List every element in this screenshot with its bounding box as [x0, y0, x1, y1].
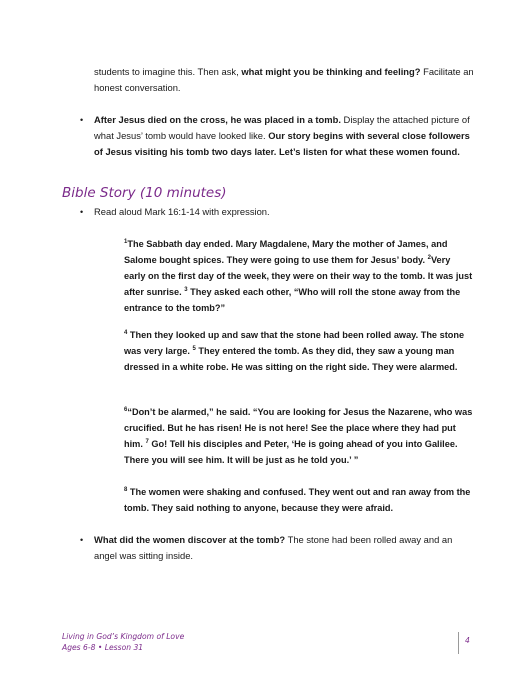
verse-text: The Sabbath day ended. Mary Magdalene, Mary the mother of James, and Salome bought spices. They were going to use them for Jesus’ body. — [124, 239, 448, 265]
verse-number: 2 — [427, 254, 431, 261]
intro-question: what might you be thinking and feeling? — [241, 66, 421, 77]
footer-lesson: Ages 6-8 • Lesson 31 — [62, 643, 144, 652]
bullet-discover-answer: The stone had been rolled away and an angel was sitting inside. — [94, 534, 453, 561]
section-heading: Bible Story (10 minutes) — [62, 185, 227, 201]
verse-number: 6 — [124, 406, 128, 413]
verse-number: 8 — [124, 486, 128, 493]
bullet-tomb-lead: After Jesus died on the cross, he was placed in a tomb. — [94, 114, 341, 125]
bullet-discover-marker: • — [80, 535, 84, 545]
verse-text: They entered the tomb. As they did, they saw a young man dressed in a white robe. He was sitting on the right side. They were alarmed. — [124, 346, 458, 372]
footer-title: Living in God’s Kingdom of Love — [62, 632, 185, 641]
scripture-paragraph-4 — [124, 484, 474, 516]
scripture-paragraph-2 — [124, 327, 474, 375]
intro-paragraph — [94, 64, 474, 96]
bullet-tomb-story: Our story begins with several close followers of Jesus visiting his tomb two days later. Let’s listen for what these women found. — [94, 130, 470, 157]
intro-text: students to imagine this. Then ask, — [94, 66, 242, 77]
bullet-read-marker: • — [80, 207, 84, 217]
page-number: 4 — [465, 636, 470, 645]
bullet-discover — [94, 532, 474, 564]
verse-text: The women were shaking and confused. They went out and ran away from the tomb. They said nothing to anyone, because they were afraid. — [124, 487, 471, 513]
scripture-paragraph-3 — [124, 404, 474, 468]
footer — [62, 631, 184, 653]
verse-text: “Don’t be alarmed,” he said. “You are looking for Jesus the Nazarene, who was crucified. But he has risen! He is not here! See the place where they had put him. — [124, 407, 473, 449]
verse-text: They asked each other, “Who will roll the stone away from the entrance to the tomb?” — [124, 287, 461, 313]
verse-text: Then they looked up and saw that the stone had been rolled away. The stone was very large. — [124, 330, 465, 356]
verse-number: 4 — [124, 329, 128, 336]
intro-rest: Facilitate an honest conversation. — [94, 66, 474, 93]
bullet-tomb-text: Display the attached picture of what Jesus’ tomb would have looked like. — [94, 114, 470, 141]
verse-text: Go! Tell his disciples and Peter, ‘He is going ahead of you into Galilee. There you will see him. It will be just as he told you.’ ” — [124, 439, 458, 465]
verse-number: 5 — [192, 345, 196, 352]
bullet-tomb-marker: • — [80, 115, 84, 125]
verse-number: 7 — [145, 438, 149, 445]
footer-divider — [458, 632, 459, 654]
bullet-read: Read aloud Mark 16:1-14 with expression. — [94, 206, 270, 217]
verse-number: 3 — [184, 286, 188, 293]
bullet-discover-question: What did the women discover at the tomb? — [94, 534, 286, 545]
scripture-paragraph-1 — [124, 236, 474, 316]
verse-number: 1 — [124, 238, 128, 245]
verse-text: Very early on the first day of the week, they were on their way to the tomb. It was just after sunrise. — [124, 255, 473, 297]
bullet-tomb — [94, 112, 474, 160]
